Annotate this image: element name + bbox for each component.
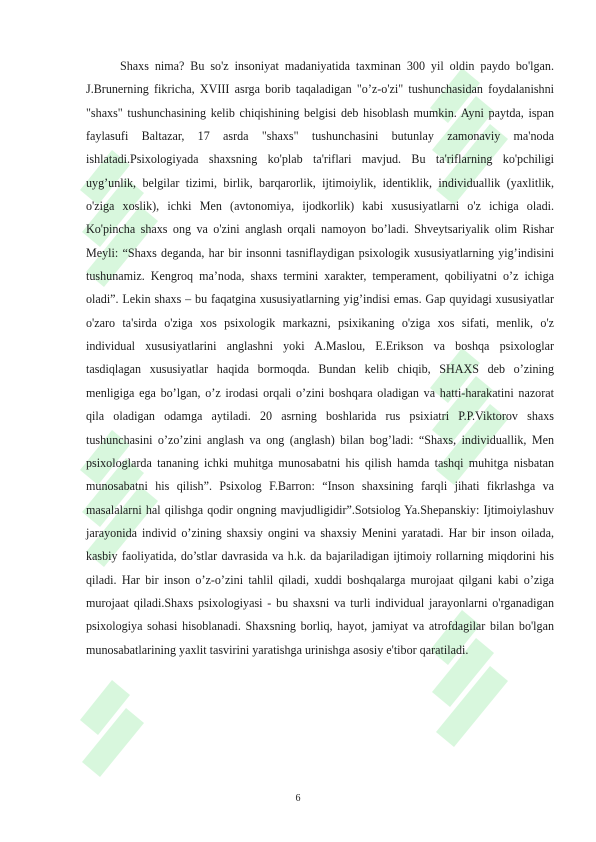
body-paragraph: Shaxs nima? Bu so'z insoniyat madaniyatida taxminan 300 yil oldin paydo bo'lgan. J.Brunerning fikricha, XVIII asrga borib taqaladigan "o’z-o'zi" tushunchasidan foydalanishni "shaxs" tushunchasining kelib chiqishining belgisi deb hisoblash mumkin. Ayni paytda, ispan faylasufi Baltazar, 17 asrda "shaxs" tushunchasini butunlay zamonaviy ma'noda ishlatadi.Psixologiyada shaxsning ko'plab ta'riflari mavjud. Bu ta'riflarning ko'pchiligi uyg’unlik, belgilar tizimi, birlik, barqarorlik, ijtimoiylik, identiklik, individuallik (yaxlitlik, o'ziga xoslik), ichki Men (avtonomiya, ijodkorlik) kabi xususiyatlarni o'z ichiga oladi. Ko'pincha shaxs ong va o'zini anglash orqali namoyon bo’ladi. Shveytsariyalik olim Rishar Meyli: “Shaxs deganda, har bir insonni tasniflaydigan psixologik xususiyatlarning yig’indisini tushunamiz. Kengroq ma’noda, shaxs termini xarakter, temperament, qobiliyatni o’z ichiga oladi”. Lekin shaxs – bu faqatgina xususiyatlarning yig’indisi emas. Gap quyidagi xususiyatlar o'zaro ta'sirda o'ziga xos psixologik markazni, psixikaning o'ziga xos sifati, menlik, o'z individual xususiyatlarini anglashni yoki A.Maslou, E.Erikson va boshqa psixologlar tasdiqlagan xususiyatlar haqida bormoqda. Bundan kelib chiqib, SHAXS deb o’zining menligiga ega bo’lgan, o’z irodasi orqali o’zini boshqara oladigan va hatti-harakatini nazorat qila oladigan odamga aytiladi. 20 asrning boshlarida rus psixiatri P.P.Viktorov shaxs tushunchasini o’zo’zini anglash va ong (anglash) bilan bog’ladi: “Shaxs, individuallik, Men psixologlarda tananing ichki muhitga munosabatni his qilish hamda tashqi muhitga nisbatan munosabatni his qilish”. Psixolog F.Barron: “Inson shaxsining farqli jihati fikrlashga va masalalarni hal qilishga qodir ongning mavjudligidir”.Sotsiolog Ya.Shepanskiy: Ijtimoiylashuv jarayonida individ o’zining shaxsiy ongini va shaxsiy Menini yaratadi. Har bir inson oilada, kasbiy faoliyatida, do’stlar davrasida va h.k. da bajariladigan ijtimoiy rollarning miqdorini his qiladi. Har bir inson o’z-o’zini tahlil qiladi, xuddi boshqalarga murojaat qilgani kabi o’ziga murojaat qiladi.Shaxs psixologiyasi - bu shaxsni va turli individual jarayonlarni o'rganadigan psixologiya sohasi hisoblanadi. Shaxsning borliq, hayot, jamiyat va atrofdagilar bilan bo'lgan munosabatlarining yaxlit tasvirini yaratishga urinishga asosiy e'tibor qaratiladi.: [86, 59, 554, 657]
watermark-stripe: [80, 680, 130, 735]
page-number: 6: [295, 793, 301, 804]
watermark-stripe: [436, 666, 508, 747]
document-body: [86, 55, 554, 662]
watermark-stripe: [82, 708, 144, 777]
